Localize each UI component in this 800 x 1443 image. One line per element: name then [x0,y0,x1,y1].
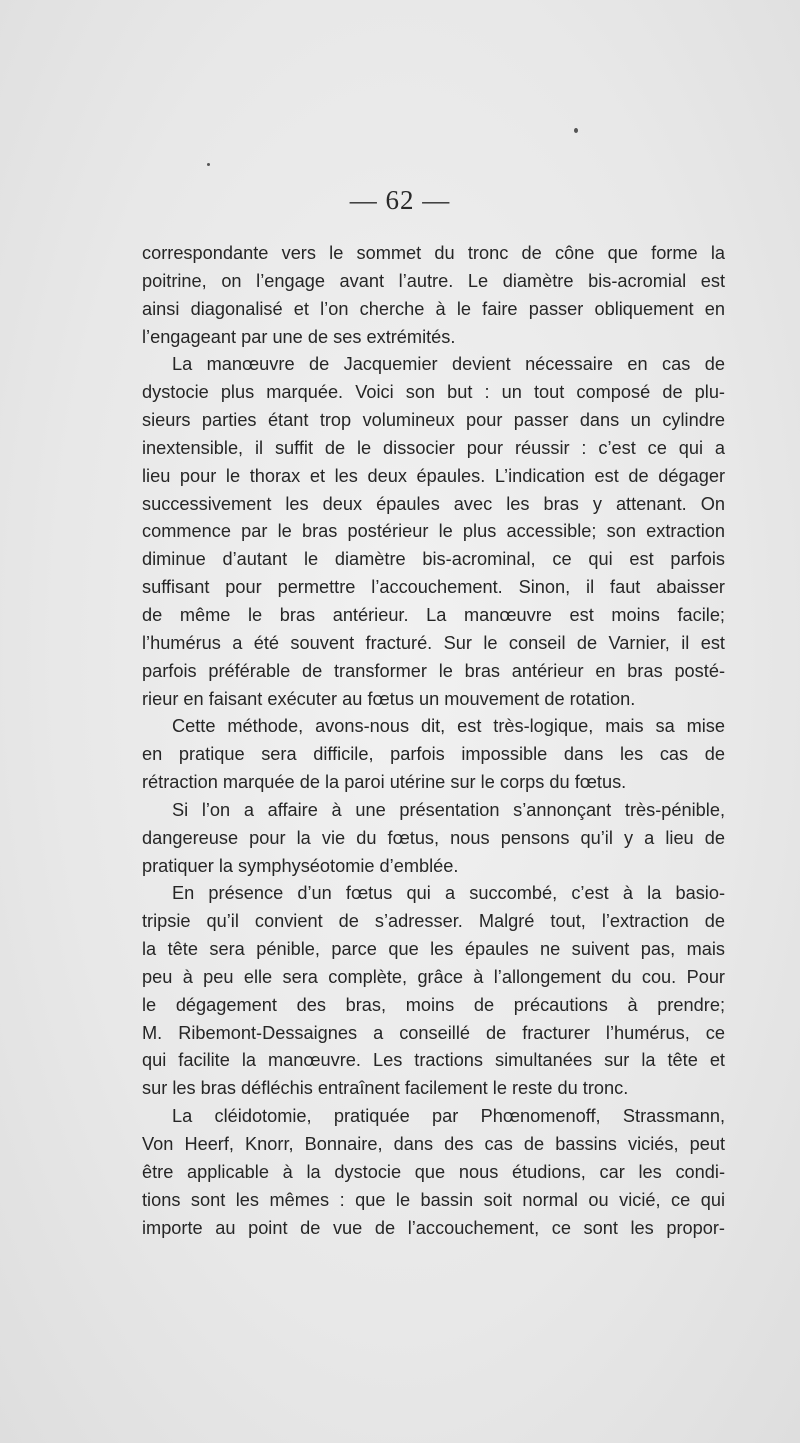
text-line: dangereuse pour la vie du fœtus, nous pensons qu’il y a lieu de [142,827,725,848]
text-line: importe au point de vue de l’accouchement, ce sont les propor- [142,1217,725,1238]
text-line: dystocie plus marquée. Voici son but : un tout composé de plu- [142,382,725,403]
text-line: rieur en faisant exécuter au fœtus un mouvement de rotation. [142,688,636,709]
text-line: parfois préférable de transformer le bras antérieur en bras posté- [142,660,725,681]
text-line: qui facilite la manœuvre. Les tractions simultanées sur la tête et [142,1050,725,1071]
page-number: — 62 — [349,185,451,215]
text-line: en pratique sera difficile, parfois impossible dans les cas de [142,744,725,765]
text-line: sur les bras défléchis entraînent facilement le reste du tronc. [142,1078,629,1099]
body-text [142,240,725,1242]
text-line: tripsie qu’il convient de s’adresser. Malgré tout, l’extraction de [142,911,725,932]
ink-speck [574,128,578,133]
text-line: l’engageant par une de ses extrémités. [142,326,456,347]
text-line: lieu pour le thorax et les deux épaules. L’indication est de dégager [142,465,725,486]
text-line: correspondante vers le sommet du tronc de cône que forme la [142,243,725,263]
text-line: rétraction marquée de la paroi utérine sur le corps du fœtus. [142,772,627,793]
text-line: diminue d’autant le diamètre bis-acrominal, ce qui est parfois [142,549,725,570]
text-line: tions sont les mêmes : que le bassin soit normal ou vicié, ce qui [142,1189,725,1210]
text-line: le dégagement des bras, moins de précautions à prendre; [142,994,725,1015]
text-line: ainsi diagonalisé et l’on cherche à le faire passer obliquement en [142,298,725,319]
text-line: de même le bras antérieur. La manœuvre est moins facile; [142,604,725,625]
text-line: inextensible, il suffit de le dissocier pour réussir : c’est ce qui a [142,437,725,458]
text-line: l’humérus a été souvent fracturé. Sur le conseil de Varnier, il est [142,632,725,653]
text-line: la tête sera pénible, parce que les épaules ne suivent pas, mais [142,939,725,960]
text-line: En présence d’un fœtus qui a succombé, c’est à la basio- [172,883,725,904]
ink-speck [207,163,210,166]
text-line: La cléidotomie, pratiquée par Phœnomenoff, Strassmann, [172,1106,725,1127]
text-line: sieurs parties étant trop volumineux pour passer dans un cylindre [142,410,725,431]
text-line: successivement les deux épaules avec les bras y attenant. On [142,493,725,514]
text-line: La manœuvre de Jacquemier devient nécessaire en cas de [172,354,725,375]
text-line: poitrine, on l’engage avant l’autre. Le diamètre bis-acromial est [142,270,725,291]
text-line: M. Ribemont-Dessaignes a conseillé de fracturer l’humérus, ce [142,1022,725,1043]
text-line: suffisant pour permettre l’accouchement. Sinon, il faut abaisser [142,577,725,598]
text-line: Si l’on a affaire à une présentation s’annonçant très-pénible, [172,799,725,820]
text-line: Von Heerf, Knorr, Bonnaire, dans des cas de bassins viciés, peut [142,1134,725,1154]
text-line: pratiquer la symphyséotomie d’emblée. [142,855,459,876]
text-line: être applicable à la dystocie que nous étudions, car les condi- [142,1161,725,1182]
text-line: peu à peu elle sera complète, grâce à l’allongement du cou. Pour [142,966,725,987]
text-line: Cette méthode, avons-nous dit, est très-logique, mais sa mise [172,716,725,737]
text-line: commence par le bras postérieur le plus accessible; son extraction [142,521,725,542]
